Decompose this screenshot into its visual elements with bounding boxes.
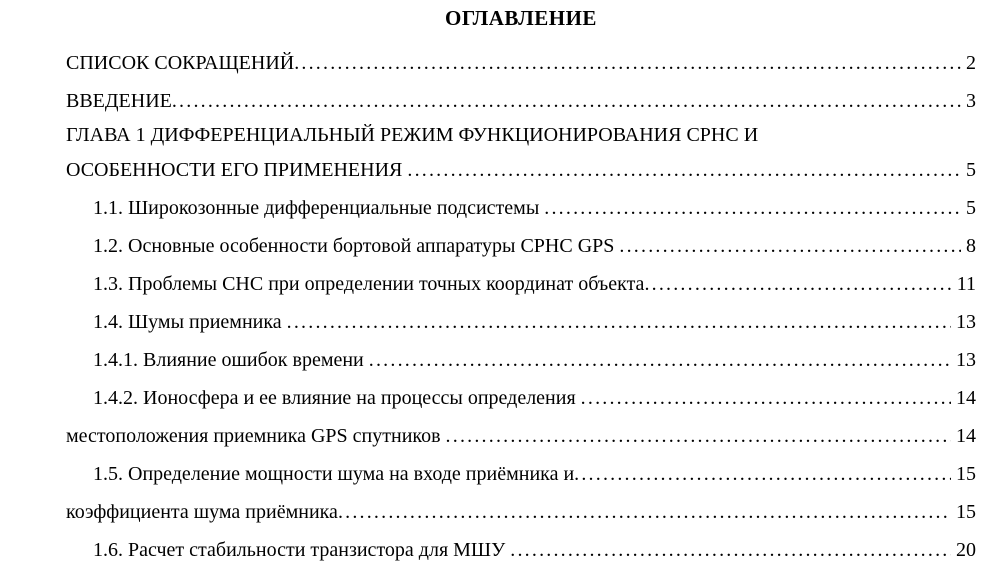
toc-page-number: 14 xyxy=(956,387,976,409)
toc-page-number: 11 xyxy=(956,273,976,295)
toc-entry-label: ВВЕДЕНИЕ xyxy=(66,90,172,112)
toc-page-number: 13 xyxy=(956,349,976,371)
toc-entry-label: местоположения приемника GPS спутников xyxy=(66,425,446,447)
toc-page-number: 13 xyxy=(956,311,976,333)
toc-entry-label: 1.2. Основные особенности бортовой аппаратуры СРНС GPS xyxy=(93,235,620,257)
toc-leader-dots xyxy=(581,379,951,417)
toc-entry[interactable] xyxy=(66,379,976,417)
toc-page-number: 8 xyxy=(966,235,976,257)
toc-leader-dots xyxy=(644,265,951,303)
toc-page-number: 2 xyxy=(966,52,976,74)
toc-entry[interactable] xyxy=(66,341,976,379)
toc-leader-dots xyxy=(544,189,961,227)
toc-list xyxy=(66,44,976,569)
toc-page-number: 14 xyxy=(956,425,976,447)
toc-leader-dots xyxy=(446,417,951,455)
toc-leader-dots xyxy=(338,493,951,531)
toc-leader-dots xyxy=(287,303,951,341)
toc-page-number: 5 xyxy=(966,159,976,181)
page-title: ОГЛАВЛЕНИЕ xyxy=(445,6,597,30)
toc-entry-label: ОСОБЕННОСТИ ЕГО ПРИМЕНЕНИЯ xyxy=(66,159,408,181)
toc-entry-label: 1.6. Расчет стабильности транзистора для МШУ xyxy=(93,539,511,561)
toc-entry[interactable] xyxy=(66,189,976,227)
toc-entry[interactable] xyxy=(66,82,976,120)
toc-entry-label: 1.1. Широкозонные дифференциальные подсистемы xyxy=(93,197,545,219)
toc-entry[interactable] xyxy=(66,227,976,265)
toc-entry-label: ГЛАВА 1 ДИФФЕРЕНЦИАЛЬНЫЙ РЕЖИМ ФУНКЦИОНИРОВАНИЯ СРНС И xyxy=(66,124,759,146)
toc-entry[interactable] xyxy=(66,303,976,341)
toc-entry-label: 1.4.2. Ионосфера и ее влияние на процессы определения xyxy=(93,387,581,409)
toc-entry[interactable] xyxy=(66,44,976,82)
toc-page-number: 15 xyxy=(956,501,976,523)
toc-entry[interactable] xyxy=(66,531,976,569)
toc-page-number: 5 xyxy=(966,197,976,219)
toc-leader-dots xyxy=(510,531,951,569)
toc-entry-label: 1.5. Определение мощности шума на входе приёмника и xyxy=(93,463,575,485)
toc-entry-label: коэффициента шума приёмника xyxy=(66,501,338,523)
toc-leader-dots xyxy=(407,151,961,189)
toc-entry-label: 1.4. Шумы приемника xyxy=(93,311,287,333)
toc-entry[interactable] xyxy=(66,455,976,493)
toc-leader-dots xyxy=(369,341,951,379)
toc-page-number: 15 xyxy=(956,463,976,485)
toc-page-number: 20 xyxy=(956,539,976,561)
toc-entry[interactable] xyxy=(66,151,976,189)
toc-entry[interactable] xyxy=(66,417,976,455)
toc-entry-label: СПИСОК СОКРАЩЕНИЙ xyxy=(66,52,295,74)
toc-leader-dots xyxy=(172,82,961,120)
toc-entry-label: 1.3. Проблемы СНС при определении точных координат объекта xyxy=(93,273,645,295)
toc-entry-label: 1.4.1. Влияние ошибок времени xyxy=(93,349,369,371)
toc-entry[interactable] xyxy=(66,493,976,531)
toc-entry[interactable] xyxy=(66,265,976,303)
toc-page-number: 3 xyxy=(966,90,976,112)
toc-leader-dots xyxy=(294,44,961,82)
toc-leader-dots xyxy=(619,227,961,265)
toc-entry[interactable] xyxy=(66,120,976,151)
toc-leader-dots xyxy=(574,455,951,493)
